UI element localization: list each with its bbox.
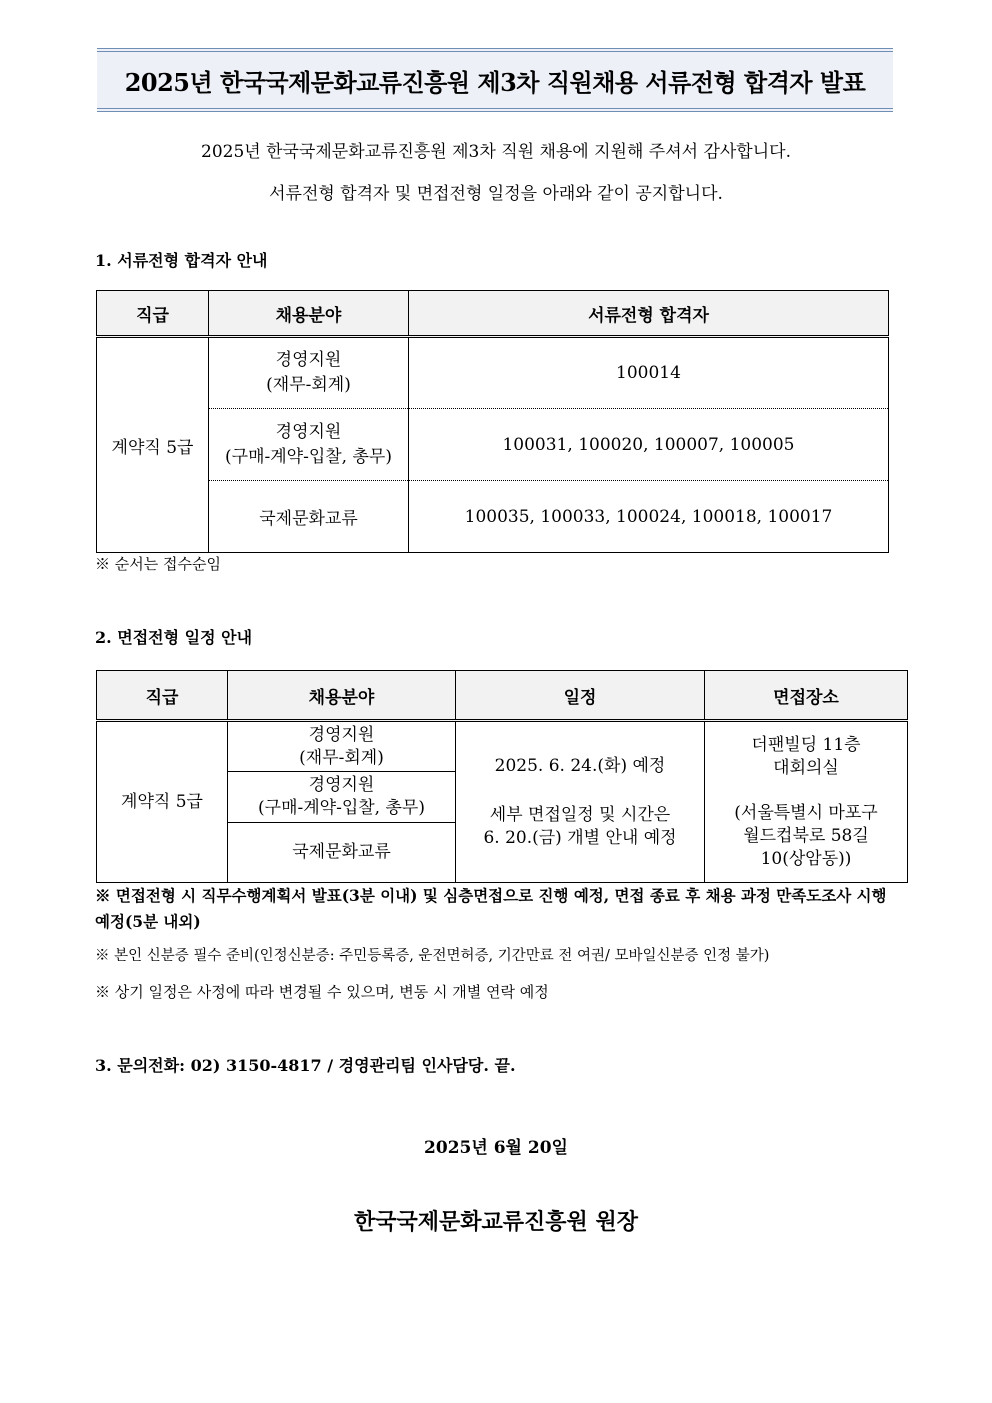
- place-address-1: (서울특별시 마포구: [734, 802, 878, 823]
- field-name: 경영지원: [275, 421, 342, 442]
- section2-note-3: ※ 상기 일정은 사정에 따라 변경될 수 있으며, 변동 시 개별 연락 예정: [95, 983, 549, 1001]
- intro-line-1: 2025년 한국국제문화교류진흥원 제3차 직원 채용에 지원해 주셔서 감사합니다.: [201, 142, 791, 162]
- passers-cell: 100014: [409, 337, 889, 409]
- intro-line-2: 서류전형 합격자 및 면접전형 일정을 아래와 같이 공지합니다.: [269, 184, 723, 204]
- place-room: 대회의실: [773, 757, 839, 778]
- field-cell: [209, 409, 409, 481]
- document-passers-table: [96, 290, 889, 553]
- field-cell: 국제문화교류: [209, 481, 409, 553]
- place-address-2: 월드컵북로 58길: [743, 825, 869, 846]
- passers-cell: 100031, 100020, 100007, 100005: [409, 409, 889, 481]
- section3-contact: 3. 문의전화: 02) 3150-4817 / 경영관리팀 인사담당. 끝.: [95, 1056, 516, 1075]
- schedule-detail-2: 6. 20.(금) 개별 안내 예정: [483, 827, 677, 848]
- table-row: [97, 409, 889, 481]
- field-cell: [228, 721, 456, 772]
- interview-schedule-table: [96, 670, 908, 883]
- field-cell: [209, 337, 409, 409]
- title-box: [97, 48, 893, 112]
- section1-heading: 1. 서류전형 합격자 안내: [95, 251, 268, 270]
- table-row: [97, 721, 908, 772]
- signature: 한국국제문화교류진흥원 원장: [354, 1209, 638, 1235]
- announcement-date: 2025년 6월 20일: [424, 1138, 568, 1158]
- schedule-detail-1: 세부 면접일정 및 시간은: [489, 804, 671, 825]
- field-detail: (구매-계약-입찰, 총무): [258, 798, 425, 818]
- schedule-cell: [456, 721, 705, 883]
- field-cell: [228, 772, 456, 823]
- header-field: 채용분야: [228, 671, 456, 721]
- section2-note-bold: ※ 면접전형 시 직무수행계획서 발표(3분 이내) 및 심층면접으로 진행 예정, 면접 종료 후 채용 과정 만족도조사 시행 예정(5분 내외): [95, 886, 887, 931]
- field-detail: (재무-회계): [299, 747, 384, 768]
- table-header-row: [97, 291, 889, 337]
- place-building: 더팬빌딩 11층: [751, 734, 861, 755]
- field-name: 경영지원: [308, 775, 375, 795]
- header-schedule: 일정: [456, 671, 705, 721]
- field-detail: (재무-회계): [266, 375, 351, 395]
- header-passers: 서류전형 합격자: [409, 291, 889, 337]
- section2-heading: 2. 면접전형 일정 안내: [95, 628, 253, 647]
- header-place: 면접장소: [705, 671, 908, 721]
- field-name: 경영지원: [275, 350, 342, 370]
- table-row: [97, 337, 889, 409]
- page-title: 2025년 한국국제문화교류진흥원 제3차 직원채용 서류전형 합격자 발표: [124, 67, 866, 97]
- interview-date: 2025. 6. 24.(화) 예정: [494, 755, 666, 776]
- passers-cell: 100035, 100033, 100024, 100018, 100017: [409, 481, 889, 553]
- table-row: [97, 481, 889, 553]
- field-detail: (구매-계약-입찰, 총무): [225, 446, 392, 467]
- section1-note: ※ 순서는 접수순임: [95, 555, 221, 573]
- place-cell: [705, 721, 908, 883]
- place-address-3: 10(상암동)): [760, 848, 852, 869]
- header-field: 채용분야: [209, 291, 409, 337]
- field-cell: 국제문화교류: [228, 823, 456, 883]
- grade-cell: 계약직 5급: [97, 721, 228, 883]
- table-header-row: [97, 671, 908, 721]
- header-grade: 직급: [97, 291, 209, 337]
- grade-cell: 계약직 5급: [97, 337, 209, 553]
- header-grade: 직급: [97, 671, 228, 721]
- section2-note-2: ※ 본인 신분증 필수 준비(인정신분증: 주민등록증, 운전면허증, 기간만료 전 여권/ 모바일신분증 인정 불가): [95, 948, 770, 964]
- field-name: 경영지원: [308, 724, 375, 745]
